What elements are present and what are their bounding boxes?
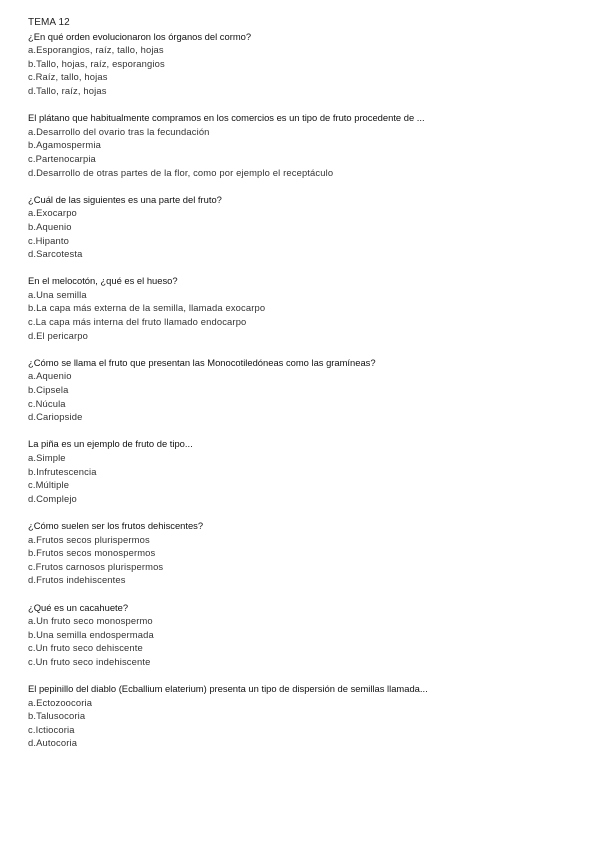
question-text: ¿Qué es un cacahuete? bbox=[28, 601, 129, 613]
answer-option: d.Tallo, raíz, hojas bbox=[28, 84, 107, 96]
answer-option: c.Hipanto bbox=[28, 234, 69, 246]
quiz-page bbox=[28, 16, 578, 764]
answer-option: b.Agamospermia bbox=[28, 139, 101, 151]
question-text: ¿Cuál de las siguientes es una parte del fruto? bbox=[28, 193, 222, 205]
answer-option: b.Infrutescencia bbox=[28, 465, 97, 477]
question-text: La piña es un ejemplo de fruto de tipo... bbox=[28, 438, 193, 450]
answer-option: b.Talusocoria bbox=[28, 710, 86, 722]
answer-option: a.Un fruto seco monospermo bbox=[28, 615, 153, 627]
answer-option: d.Desarrollo de otras partes de la flor, como por ejemplo el receptáculo bbox=[28, 166, 334, 178]
answer-option: c.La capa más interna del fruto llamado endocarpo bbox=[28, 316, 247, 328]
answer-option: b.Aquenio bbox=[28, 220, 72, 232]
answer-option: a.Simple bbox=[28, 452, 66, 463]
answer-option: a.Una semilla bbox=[28, 288, 87, 300]
answer-option: b.La capa más externa de la semilla, llamada exocarpo bbox=[28, 302, 266, 314]
answer-list bbox=[28, 614, 578, 668]
answer-option: d.Frutos indehiscentes bbox=[28, 574, 126, 586]
question-text: ¿En qué orden evolucionaron los órganos del cormo? bbox=[28, 30, 252, 42]
answer-option: d.Sarcotesta bbox=[28, 248, 83, 260]
answer-list bbox=[28, 696, 578, 750]
answer-option: a.Exocarpo bbox=[28, 207, 77, 219]
answer-option: c.Partenocarpia bbox=[28, 152, 96, 164]
answer-option: d.Complejo bbox=[28, 492, 77, 504]
question-text: ¿Cómo se llama el fruto que presentan las Monocotiledóneas como las gramíneas? bbox=[28, 356, 376, 368]
answer-option: d.Autocoria bbox=[28, 737, 78, 749]
question-block bbox=[28, 437, 578, 505]
answer-option: b.Frutos secos monospermos bbox=[28, 547, 156, 559]
answer-list bbox=[28, 533, 578, 587]
question-block bbox=[28, 519, 578, 587]
answer-list bbox=[28, 206, 578, 260]
answer-option: a.Frutos secos plurispermos bbox=[28, 533, 150, 545]
answer-list bbox=[28, 369, 578, 423]
question-block bbox=[28, 193, 578, 261]
question-block bbox=[28, 682, 578, 750]
answer-option: d.El pericarpo bbox=[28, 329, 88, 341]
answer-option: c.Un fruto seco dehiscente bbox=[28, 642, 143, 654]
answer-option: d.Cariopside bbox=[28, 411, 83, 423]
answer-option: b.Cipsela bbox=[28, 384, 69, 396]
page-title: TEMA 12 bbox=[28, 17, 70, 28]
answer-option: c.Un fruto seco indehiscente bbox=[28, 655, 151, 667]
answer-option: a.Aquenio bbox=[28, 370, 72, 382]
answer-list bbox=[28, 43, 578, 97]
answer-option: a.Esporangios, raíz, tallo, hojas bbox=[28, 44, 164, 56]
answer-option: a.Ectozoocoria bbox=[28, 696, 93, 708]
question-block bbox=[28, 30, 578, 98]
answer-option: c.Frutos carnosos plurispermos bbox=[28, 560, 164, 572]
answer-option: b.Tallo, hojas, raíz, esporangios bbox=[28, 57, 165, 69]
question-block bbox=[28, 356, 578, 424]
question-text: El pepinillo del diablo (Ecballium elaterium) presenta un tipo de dispersión de semillas llamada... bbox=[28, 683, 428, 695]
answer-list bbox=[28, 125, 578, 179]
question-text: El plátano que habitualmente compramos en los comercios es un tipo de fruto procedente de ... bbox=[28, 112, 425, 124]
answer-option: a.Desarrollo del ovario tras la fecundación bbox=[28, 125, 210, 137]
question-list bbox=[28, 30, 578, 750]
question-text: En el melocotón, ¿qué es el hueso? bbox=[28, 275, 178, 287]
question-block bbox=[28, 274, 578, 342]
answer-option: c.Ictiocoria bbox=[28, 723, 75, 735]
answer-option: c.Núcula bbox=[28, 397, 66, 409]
answer-list bbox=[28, 451, 578, 505]
question-text: ¿Cómo suelen ser los frutos dehiscentes? bbox=[28, 519, 204, 531]
answer-option: b.Una semilla endospermada bbox=[28, 628, 154, 640]
question-block bbox=[28, 601, 578, 669]
answer-option: c.Raíz, tallo, hojas bbox=[28, 71, 108, 83]
question-block bbox=[28, 111, 578, 179]
answer-list bbox=[28, 288, 578, 342]
answer-option: c.Múltiple bbox=[28, 479, 70, 491]
